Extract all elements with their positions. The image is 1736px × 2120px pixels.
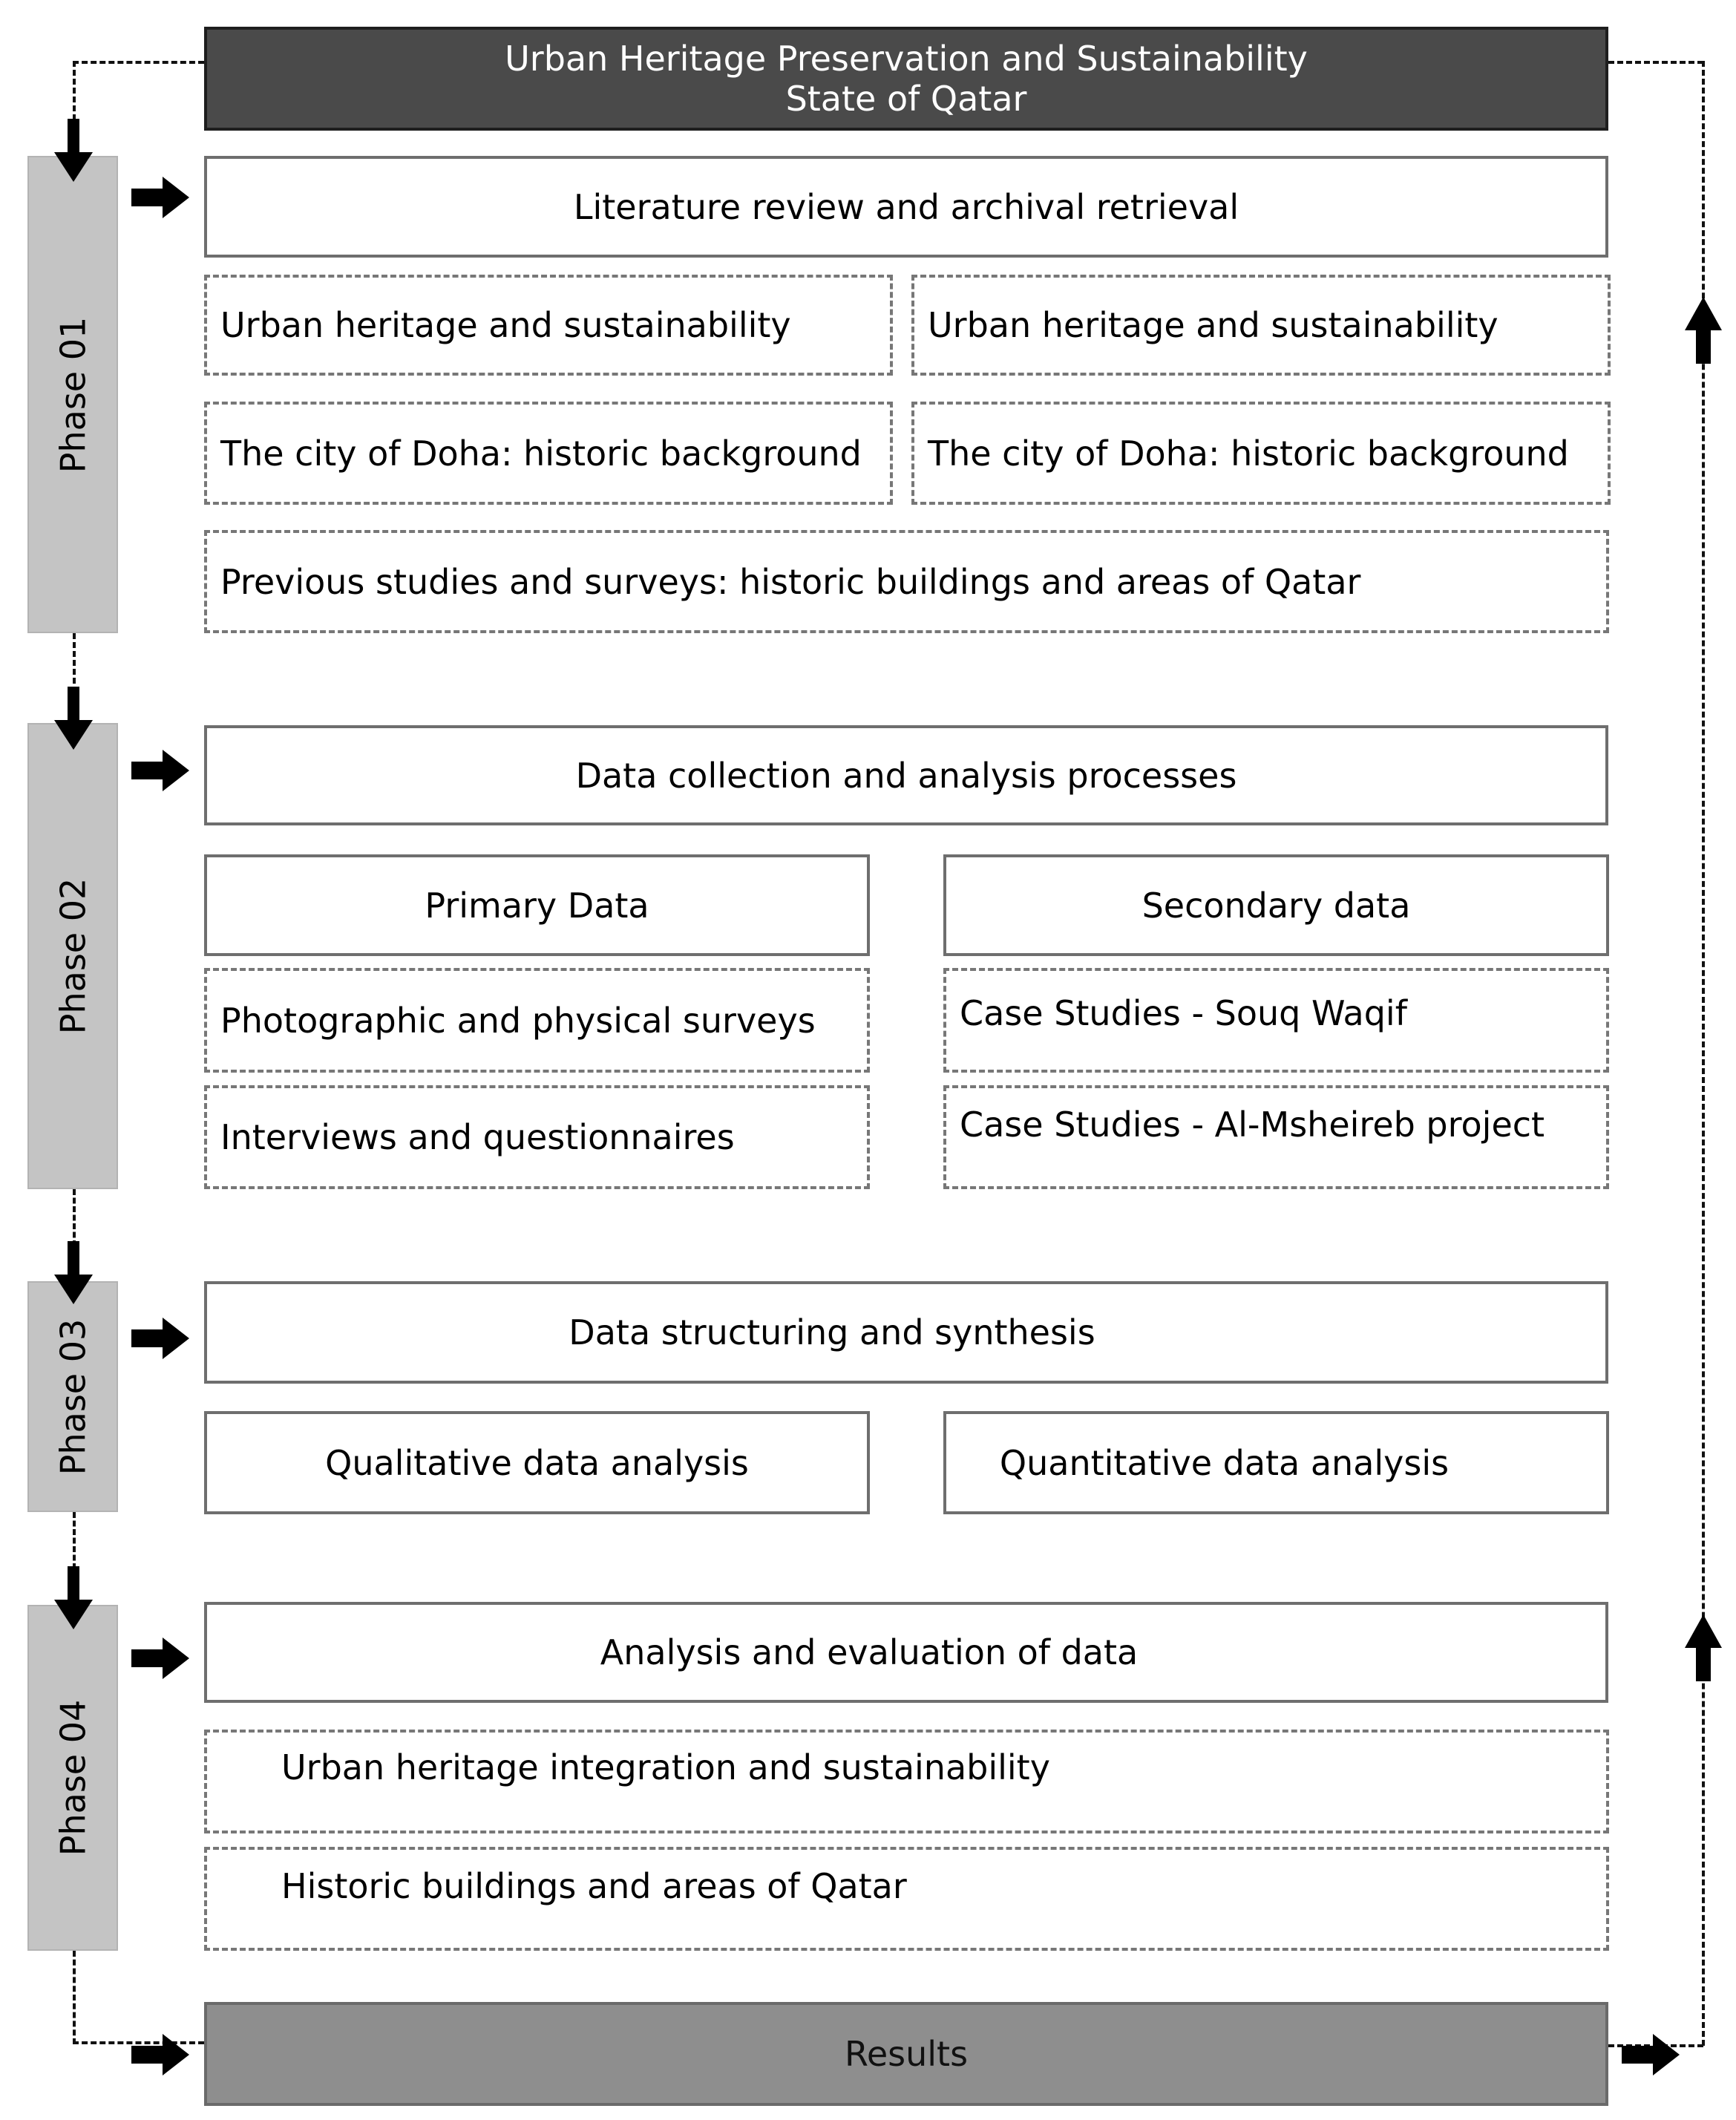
- arrow-down-icon: [54, 119, 93, 182]
- connector-phase-01-02: [73, 633, 76, 693]
- connector-title-left: [73, 61, 204, 64]
- primary-data-item: [204, 968, 870, 1073]
- item-text: Urban heritage and sustainability: [220, 305, 791, 345]
- primary-data-title: Primary Data: [425, 885, 649, 926]
- arrow-right-icon: [131, 1638, 189, 1679]
- phase-02-header-text: Data collection and analysis processes: [575, 755, 1237, 796]
- arrow-up-icon: [1685, 1614, 1722, 1681]
- item-text: Urban heritage integration and sustainability: [281, 1747, 1050, 1787]
- arrow-right-icon: [131, 2034, 189, 2075]
- phase-01-label: Phase 01: [53, 316, 94, 473]
- phase-01-bar: [27, 156, 118, 633]
- results-box: [204, 2002, 1608, 2106]
- arrow-right-icon: [131, 1318, 189, 1359]
- phase-01-item: [911, 275, 1611, 376]
- phase-04-label: Phase 04: [53, 1699, 94, 1856]
- phase-01-item: [204, 530, 1609, 633]
- results-label: Results: [844, 2034, 969, 2074]
- phase-02-bar: [27, 723, 118, 1189]
- title-line-1: Urban Heritage Preservation and Sustainability: [505, 39, 1308, 79]
- connector-title-down: [73, 61, 76, 120]
- phase-04-item: [204, 1847, 1609, 1951]
- arrow-down-icon: [54, 687, 93, 750]
- title-box: [204, 27, 1608, 131]
- phase-04-bar: [27, 1605, 118, 1951]
- arrow-right-icon: [131, 750, 189, 791]
- phase-01-header: [204, 156, 1608, 258]
- item-text: The city of Doha: historic background: [928, 433, 1569, 474]
- arrow-up-icon: [1685, 297, 1722, 364]
- item-text: Case Studies - Al-Msheireb project: [960, 1105, 1545, 1145]
- phase-03-label: Phase 03: [53, 1318, 94, 1475]
- connector-phase-04-results: [73, 1951, 76, 2044]
- arrow-right-icon: [1622, 2034, 1680, 2075]
- secondary-data-item: [943, 1085, 1609, 1189]
- connector-title-right: [1608, 61, 1703, 64]
- phase-01-item: [204, 275, 893, 376]
- phase-02-label: Phase 02: [53, 877, 94, 1035]
- qualitative-analysis-box: [204, 1411, 870, 1514]
- item-text: Interviews and questionnaires: [220, 1117, 735, 1157]
- arrow-down-icon: [54, 1566, 93, 1629]
- phase-04-header: [204, 1602, 1608, 1703]
- phase-03-header: [204, 1281, 1608, 1384]
- secondary-data-item: [943, 968, 1609, 1073]
- phase-01-item: [204, 402, 893, 505]
- phase-01-header-text: Literature review and archival retrieval: [573, 186, 1239, 227]
- phase-03-header-text: Data structuring and synthesis: [569, 1312, 1095, 1352]
- item-text: Historic buildings and areas of Qatar: [281, 1866, 907, 1906]
- quantitative-analysis-text: Quantitative data analysis: [999, 1442, 1450, 1483]
- item-text: Case Studies - Souq Waqif: [960, 993, 1407, 1033]
- phase-04-header-text: Analysis and evaluation of data: [600, 1632, 1139, 1672]
- item-text: Photographic and physical surveys: [220, 1000, 816, 1041]
- arrow-right-icon: [131, 177, 189, 218]
- phase-01-item: [911, 402, 1611, 505]
- primary-data-box: [204, 854, 870, 956]
- secondary-data-title: Secondary data: [1141, 885, 1411, 926]
- phase-04-item: [204, 1730, 1609, 1833]
- quantitative-analysis-box: [943, 1411, 1609, 1514]
- primary-data-item: [204, 1085, 870, 1189]
- item-text: Previous studies and surveys: historic buildings and areas of Qatar: [220, 561, 1361, 602]
- phase-02-header: [204, 725, 1608, 825]
- item-text: The city of Doha: historic background: [220, 433, 862, 474]
- arrow-down-icon: [54, 1241, 93, 1304]
- qualitative-analysis-text: Qualitative data analysis: [325, 1442, 749, 1483]
- item-text: Urban heritage and sustainability: [928, 305, 1498, 345]
- secondary-data-box: [943, 854, 1609, 956]
- title-line-2: State of Qatar: [785, 79, 1027, 119]
- phase-03-bar: [27, 1281, 118, 1512]
